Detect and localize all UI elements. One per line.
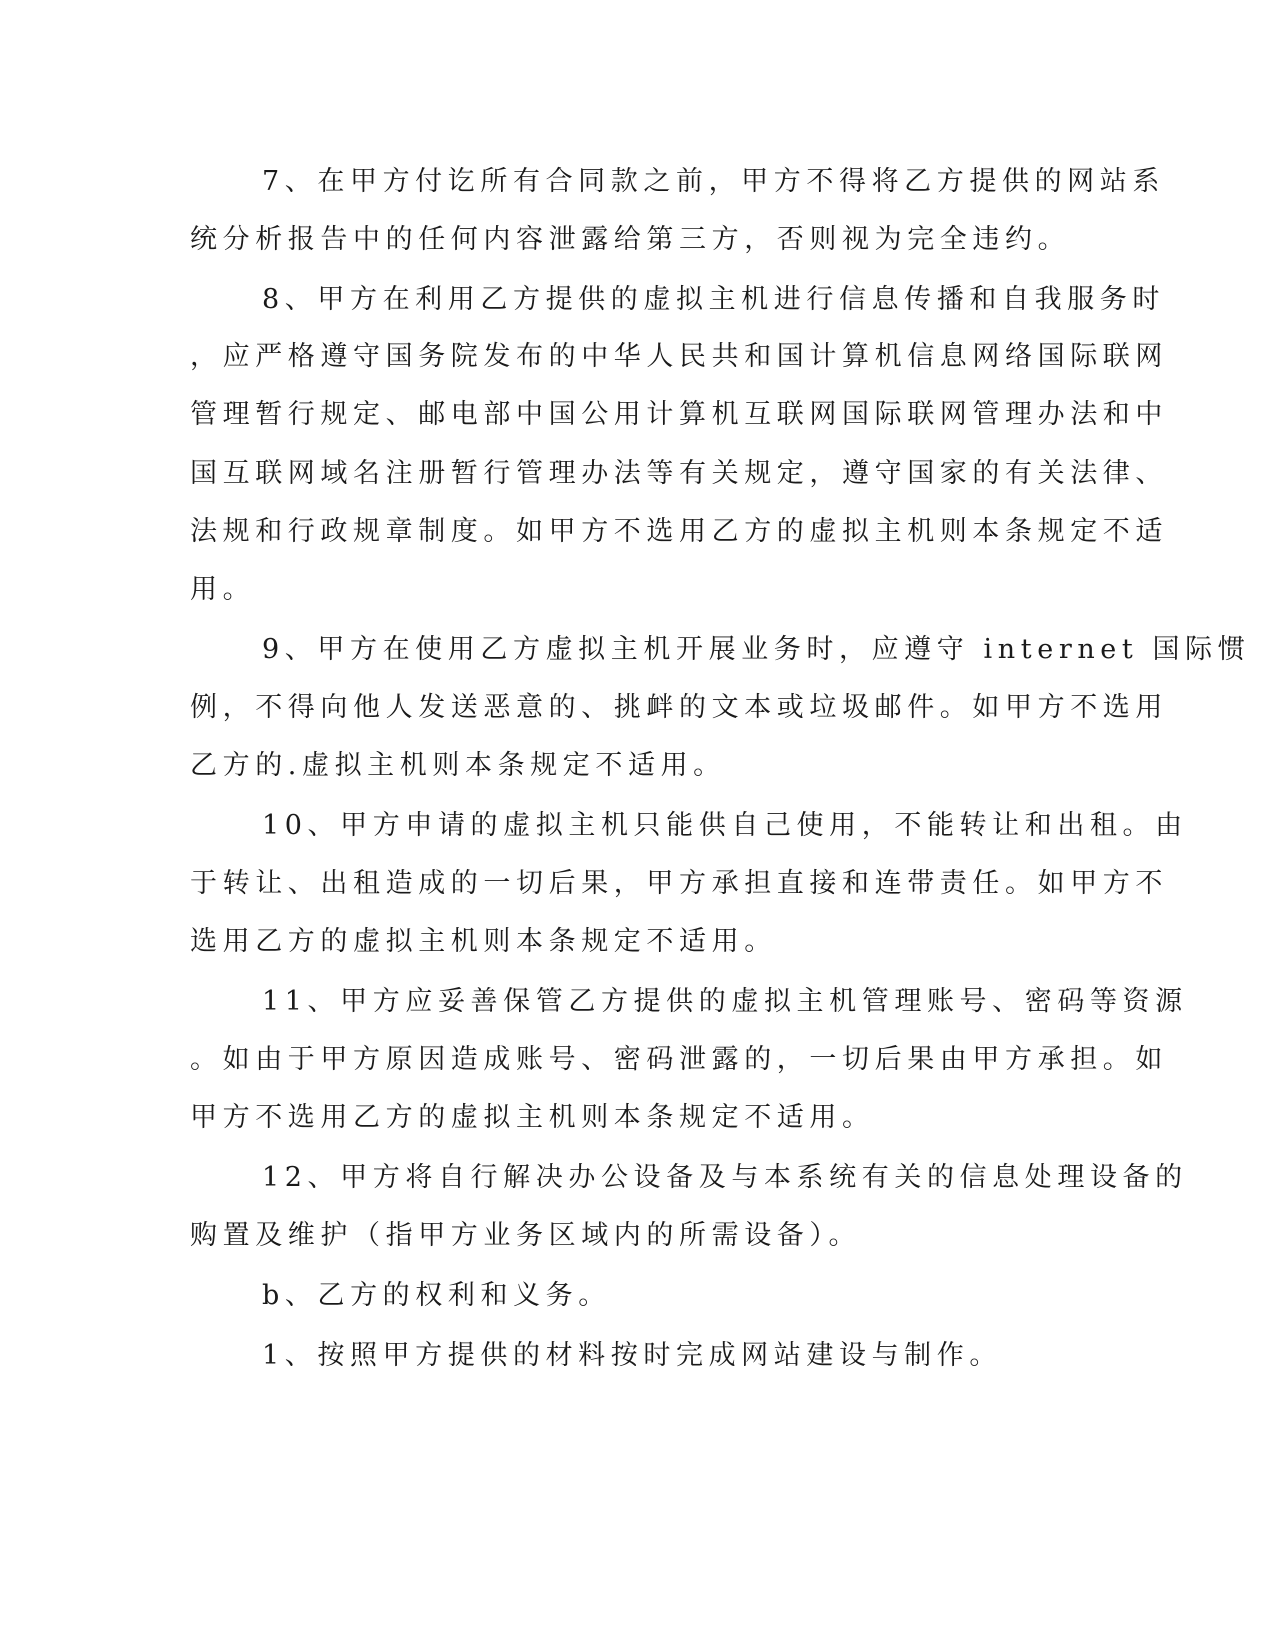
- clause-11-line-3: 甲方不选用乙方的虚拟主机则本条规定不适用。: [190, 1102, 875, 1133]
- clause-10-line-1: 10、甲方申请的虚拟主机只能供自己使用，不能转让和出租。由: [262, 810, 1188, 841]
- clause-8-line-2: ，应严格遵守国务院发布的中华人民共和国计算机信息网络国际联网: [190, 341, 1168, 372]
- clause-10-line-3: 选用乙方的虚拟主机则本条规定不适用。: [190, 926, 777, 957]
- clause-11-line-1: 11、甲方应妥善保管乙方提供的虚拟主机管理账号、密码等资源: [262, 986, 1188, 1017]
- clause-8-line-1: 8、甲方在利用乙方提供的虚拟主机进行信息传播和自我服务时: [262, 284, 1165, 315]
- clause-8-line-4: 国互联网域名注册暂行管理办法等有关规定，遵守国家的有关法律、: [190, 458, 1168, 489]
- clause-9-line-3: 乙方的.虚拟主机则本条规定不适用。: [190, 750, 726, 781]
- clause-10-line-2: 于转让、出租造成的一切后果，甲方承担直接和连带责任。如甲方不: [190, 868, 1168, 899]
- clause-12-line-1: 12、甲方将自行解决办公设备及与本系统有关的信息处理设备的: [262, 1162, 1188, 1193]
- clause-8-line-6: 用。: [190, 574, 256, 605]
- clause-7-line-2: 统分析报告中的任何内容泄露给第三方，否则视为完全违约。: [190, 224, 1071, 255]
- clause-9-line-2: 例，不得向他人发送恶意的、挑衅的文本或垃圾邮件。如甲方不选用: [190, 692, 1168, 723]
- clause-8-line-3: 管理暂行规定、邮电部中国公用计算机互联网国际联网管理办法和中: [190, 399, 1168, 430]
- section-b-heading: b、乙方的权利和义务。: [262, 1280, 611, 1311]
- clause-12-line-2: 购置及维护（指甲方业务区域内的所需设备）。: [190, 1220, 862, 1251]
- clause-7-line-1: 7、在甲方付讫所有合同款之前，甲方不得将乙方提供的网站系: [262, 166, 1165, 197]
- clause-b1-line-1: 1、按照甲方提供的材料按时完成网站建设与制作。: [262, 1340, 1002, 1371]
- clause-9-line-1: 9、甲方在使用乙方虚拟主机开展业务时，应遵守 internet 国际惯: [262, 634, 1251, 665]
- clause-11-line-2: 。如由于甲方原因造成账号、密码泄露的，一切后果由甲方承担。如: [190, 1044, 1168, 1075]
- clause-8-line-5: 法规和行政规章制度。如甲方不选用乙方的虚拟主机则本条规定不适: [190, 516, 1168, 547]
